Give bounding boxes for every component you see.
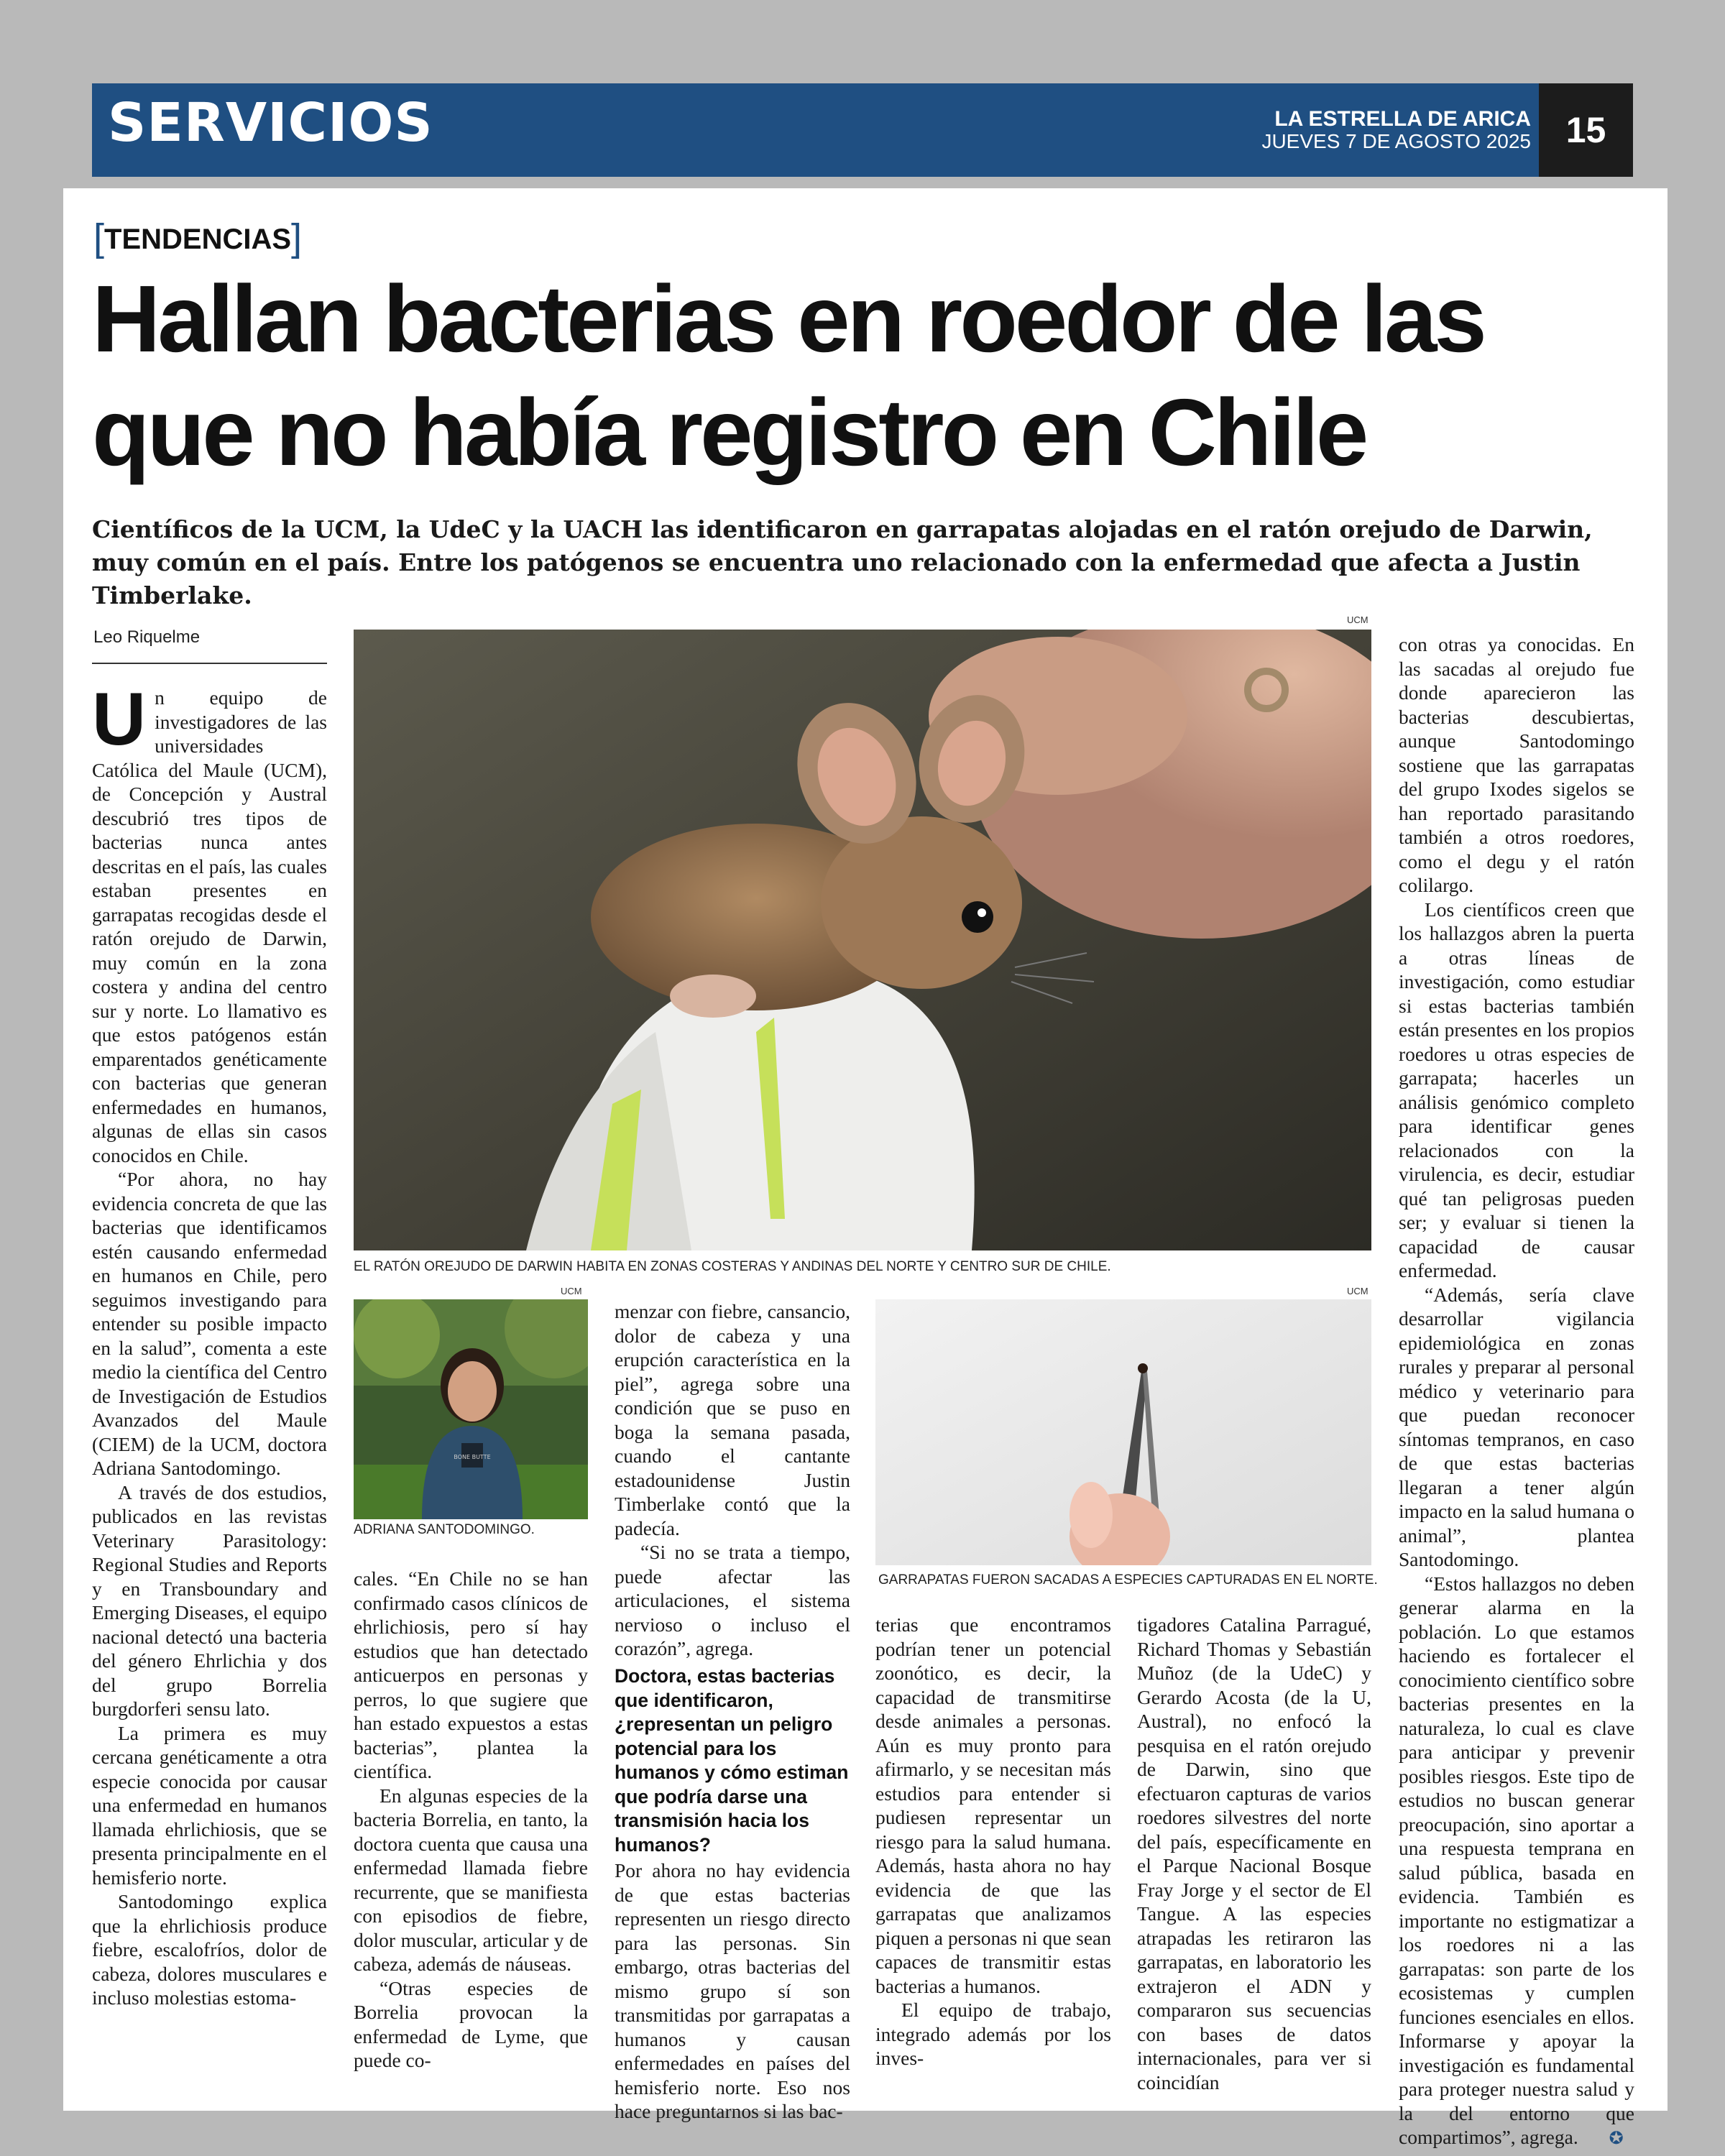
portrait-shirt-text: BONE BUTTE [454, 1454, 491, 1460]
paragraph: terias que encontramos podrían tener un potencial zoonótico, es decir, la capacidad de transmitirse desde animales a personas. Aún es muy pronto para afirmarlo, y se necesitan más estudios para entender si pudiesen representar un riesgo para la salud humana. Además, hasta ahora no hay evidencia de que las garrapatas que analizamos piquen a personas ni que sean capaces de transmitir estas bacterias a humanos. [875, 1613, 1111, 1997]
portrait-caption: ADRIANA SANTODOMINGO. [354, 1522, 535, 1537]
section-title: SERVICIOS [108, 92, 433, 154]
publication-name: LA ESTRELLA DE ARICA [1274, 107, 1531, 131]
paragraph: “Si no se trata a tiempo, puede afectar las articulaciones, el sistema nervioso o incluso el corazón”, agrega. [615, 1541, 850, 1659]
byline-rule [92, 663, 327, 664]
column-5 [1137, 1613, 1371, 2094]
kicker: [TENDENCIAS] [93, 216, 303, 259]
deck: Científicos de la UCM, la UdeC y la UACH las identificaron en garrapatas alojadas en el ratón orejudo de Darwin, muy común en el país. Entre los patógenos se encuentra uno relacionado con la enfermedad que afecta a Justin Timberlake. [92, 515, 1593, 609]
tick-illustration [875, 1299, 1371, 1565]
paragraph: La primera es muy cercana genéticamente a otra especie conocida por causar una enfermedad en humanos llamada ehrlichiosis, que se presenta principalmente en el hemisferio norte. [92, 1721, 327, 1889]
portrait-photo [354, 1299, 588, 1519]
paragraph: El equipo de trabajo, integrado además por los inves- [875, 1999, 1111, 2069]
byline: Leo Riquelme [93, 627, 201, 647]
column-1 [92, 678, 327, 2010]
lead-paragraph [92, 678, 327, 1167]
portrait-illustration [354, 1299, 588, 1519]
headline-line-2: que no había registro en Chile [92, 379, 1366, 485]
dropcap: U [92, 678, 147, 761]
main-photo [354, 630, 1371, 1250]
main-photo-credit: UCM [1347, 614, 1368, 625]
paragraph: En algunas especies de la bacteria Borrelia, en tanto, la doctora cuenta que causa una enfermedad llamada fiebre recurrente, que se manifiesta con episodios de fiebre, dolor muscular, articular y de cabeza, además de náuseas. [354, 1784, 588, 1975]
paragraph: Santodomingo explica que la ehrlichiosis produce fiebre, escalofríos, dolor de cabeza, dolores musculares e incluso molestias estoma- [92, 1890, 327, 2009]
paragraph [1399, 1572, 1634, 2152]
paragraph: “Además, sería clave desarrollar vigilancia epidemiológica en zonas rurales y preparar al personal médico y veterinario para que puedan reconocer síntomas tempranos, en caso de que estas bacterias llegaran a tener algún impacto en la salud humana o animal”, plantea Santodomingo. [1399, 1283, 1634, 1570]
column-3-qa [615, 1664, 850, 2124]
lead-text: n equipo de investigadores de las universidades Católica del Maule (UCM), de Concepción y Austral descubrió tres tipos de bacterias nunca antes descritas en el país, las cuales estaban presentes en garrapatas recogidas desde el ratón orejudo de Darwin, muy común en la zona costera y andina del centro sur y norte. Lo llamativo es que estos patógenos están emparentados genéticamente con bacterias que generan enfermedades en humanos, algunas de ellas sin casos conocidos en Chile. [92, 686, 327, 1166]
publication-info [1261, 108, 1531, 152]
paragraph: Por ahora no hay evidencia de que estas bacterias representen un riesgo directo para las personas. Sin embargo, otras bacterias del mismo grupo sí son transmitidas por garrapatas a humanos y causan enfermedades en países del hemisferio norte. Eso nos hace preguntarnos si las bac- [615, 1859, 850, 2122]
paragraph: “Otras especies de Borrelia provocan la enfermedad de Lyme, que puede co- [354, 1976, 588, 2071]
paragraph: A través de dos estudios, publicados en las revistas Veterinary Parasitology: Regional Studies and Reports y en Transboundary and Emerging Diseases, el equipo nacional detectó una bacteria del género Ehrlichia y dos del grupo Borrelia burgdorferi sensu lato. [92, 1480, 327, 1720]
tick-photo-credit: UCM [1347, 1286, 1368, 1296]
column-6 [1399, 632, 1634, 2152]
closing-text: “Estos hallazgos no deben generar alarma en la población. Lo que estamos haciendo es fortalecer el conocimiento científico sobre bacterias presentes en la naturaleza, lo cual es clave para anticipar y prevenir posibles riesgos. Este tipo de estudios no buscan generar preocupación, sino aportar a una respuesta temprana en salud pública, basada en evidencia. También es importante no estigmatizar a los roedores ni a las garrapatas: son parte de los ecosistemas y cumplen funciones esenciales en ellos. Informarse y apoyar la investigación es fundamental para proteger nuestra salud y la del entorno que compartimos”, agrega. [1399, 1572, 1634, 2148]
paragraph: “Por ahora, no hay evidencia concreta de que las bacterias que identificamos estén causando enfermedad en humanos en Chile, pero seguimos investigando para entender su posible impacto en la salud”, comenta a este medio la científica del Centro de Investigación de Estudios Avanzados del Maule (CIEM) de la UCM, doctora Adriana Santodomingo. [92, 1168, 327, 1479]
publication-date: JUEVES 7 DE AGOSTO 2025 [1261, 129, 1531, 152]
column-2 [354, 1567, 588, 2073]
portrait-credit: UCM [561, 1286, 582, 1296]
page-number: 15 [1539, 83, 1633, 177]
paragraph: Los científicos creen que los hallazgos abren la puerta a otras líneas de investigación, como estudiar si estas bacterias también están presentes en los propios roedores u otras especies de garrapata; hacerles un análisis genómico completo para identificar genes relacionados con la virulencia, es decir, estudiar qué tan peligrosas pueden ser; y evaluar si tienen la capacidad de causar enfermedad. [1399, 898, 1634, 1281]
end-mark-icon: ✪ [1609, 2129, 1624, 2148]
kicker-text: TENDENCIAS [104, 224, 292, 255]
column-4 [875, 1613, 1111, 2070]
paragraph: tigadores Catalina Parragué, Richard Thomas y Sebastián Muñoz (de la UdeC) y Gerardo Acosta (de la U, Austral), no enfocó la pesquisa en el ratón orejudo de Darwin, sino que efectuaron capturas de varios roedores silvestres del norte del país, específicamente en el Parque Nacional Bosque Fray Jorge y el sector de El Tangue. A las especies atrapadas les retiraron las garrapatas, en laboratorio les extrajeron el ADN y compararon sus secuencias con bases de datos internacionales, para ver si coincidían [1137, 1613, 1371, 2093]
tick-photo [875, 1299, 1371, 1565]
column-3-top [615, 1299, 850, 1661]
tick-photo-caption: GARRAPATAS FUERON SACADAS A ESPECIES CAPTURADAS EN EL NORTE. [878, 1572, 1378, 1588]
headline [92, 262, 1637, 489]
interview-question: Doctora, estas bacterias que identificaron, ¿representan un peligro potencial para los humanos y cómo estiman que podría darse una transmisión hacia los humanos? [615, 1665, 849, 1856]
mouse-illustration [354, 630, 1371, 1250]
paragraph: menzar con fiebre, cansancio, dolor de cabeza y una erupción característica en la piel”, agrega sobre una condición que se puso en boga la semana pasada, cuando el cantante estadounidense Justin Timberlake contó que la padecía. [615, 1300, 850, 1539]
paragraph: con otras ya conocidas. En las sacadas al orejudo fue donde aparecieron las bacterias descubiertas, aunque Santodomingo sostiene que las garrapatas del grupo Ixodes sigelos se han reportado parasitando también a otros roedores, como el degu y el ratón colilargo. [1399, 633, 1634, 896]
headline-line-1: Hallan bacterias en roedor de las [92, 266, 1484, 372]
paragraph: cales. “En Chile no se han confirmado casos clínicos de ehrlichiosis, pero sí hay estudios que han detectado anticuerpos en personas y perros, lo que sugiere que han estado expuestos a estas bacterias”, plantea la científica. [354, 1567, 588, 1782]
main-photo-caption: EL RATÓN OREJUDO DE DARWIN HABITA EN ZONAS COSTERAS Y ANDINAS DEL NORTE Y CENTRO SUR DE CHILE. [354, 1259, 1111, 1274]
